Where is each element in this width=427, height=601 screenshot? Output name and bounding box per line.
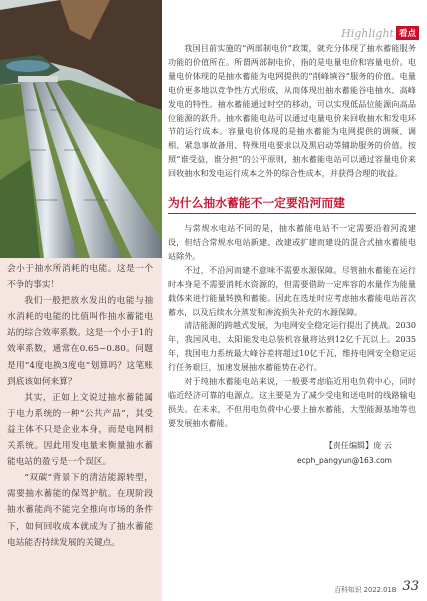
intro-paragraph: 我国目前实施的“两部制电价”政策，就充分体现了抽水蓄能服务功能的价值所在。所谓两部制电价，指的是电量电价和容量电价。电量电价体现的是抽水蓄能为电网提供的“削峰填谷”服务的价值。电量电价更多地以竞争性方式形成，从而体现出抽水蓄能谷电抽水、高峰发电的特性。抽水蓄能通过时空的移动，可以实现低品位能源向高品位能源的跃升。抽水蓄能电站可以通过电量电价来回收抽水和发电环节的运行成本。容量电价体现的是抽水蓄能为电网提供的调频、调相、紧急事故备用、特殊用电要求以及黑启动等辅助服务的价值。按照“谁受益，谁分担”的公平原则，抽水蓄能电站可以通过容量电价来回收抽水和发电运行成本之外的综合性成本，并获得合理的收益。 <box>168 43 416 179</box>
page-number: 33 <box>402 579 419 594</box>
journal-name: 百科知识 2022.01B <box>334 586 397 594</box>
body-paragraph: 清洁能源的跨越式发展，为电网安全稳定运行提出了挑战。2030年，我国风电、太阳能发电总装机容量将达到12亿千瓦以上。2035年，我国电力系统最大峰谷差将超过10亿千瓦，维持电网安全稳定运行任务艰巨，加速发展抽水蓄能势在必行。 <box>168 320 416 373</box>
header-tag: Highlight <box>341 26 394 40</box>
left-paragraph: 其实，正如上文说过抽水蓄能属于电力系统的一种“公共产品”，其受益主体不只是企业本身，而是电网相关系统。因此用发电量来衡量抽水蓄能电站的盈亏是一个误区。 <box>7 392 153 468</box>
body-paragraph: 不过，不沿河而建不意味不需要水源保障。尽管抽水蓄能在运行时本身是不需要消耗水资源的，但需要借助一定库容的水量作为能量载体来进行能量转换和蓄能。因此在选址时应考虑抽水蓄能电站首次蓄水，以及后续水分蒸发和渗流损失补充的水源保障。 <box>168 264 416 317</box>
section-rule <box>168 213 416 214</box>
header-badge: 看点 <box>396 26 419 40</box>
section-heading: 为什么抽水蓄能不一定要沿河而建 <box>168 196 345 211</box>
left-paragraph: 我们一般把放水发出的电能与抽水消耗的电能的比值叫作抽水蓄能电站的综合效率系数。这是一个小于1的效率系数，通常在0.65~0.80。问题是用“4度电换3度电”划算吗？这笔账到底该如何来算？ <box>7 296 153 387</box>
main-article-column <box>168 42 416 467</box>
left-paragraph: “双碳”背景下的清洁能源转型，需要抽水蓄能的保驾护航。在现阶段抽水蓄能尚不能完全推向市场的条件下，如何回收成本就成为了抽水蓄能电站能否持续发展的关键点。 <box>7 473 153 548</box>
body-paragraph: 与常规水电站不同的是，抽水蓄能电站不一定需要沿着河流建设，但结合常规水电站新建、改建或扩建而建设的混合式抽水蓄能电站除外。 <box>168 223 416 261</box>
editor-credit: 【责任编辑】庞 云 <box>324 439 392 450</box>
left-sidebar <box>0 258 162 601</box>
editor-email: ecph_pangyun@163.com <box>296 455 392 465</box>
hydropower-penstock-photo <box>0 0 162 258</box>
left-paragraph: 会小于抽水所消耗的电能。这是一个不争的事实！ <box>7 264 153 291</box>
body-paragraph: 对于纯抽水蓄能电站来说，一般要考虑临近用电负荷中心，同时临近经济可靠的电源点。这主要是为了减少受电和送电时的线路输电损失。在未来，不但用电负荷中心要上抽水蓄能，大型能源基地等也要发展抽水蓄能。 <box>168 376 416 428</box>
left-text-column <box>7 261 153 551</box>
page-footer <box>334 579 419 594</box>
column-header <box>341 26 419 40</box>
section-heading-block <box>168 195 416 214</box>
